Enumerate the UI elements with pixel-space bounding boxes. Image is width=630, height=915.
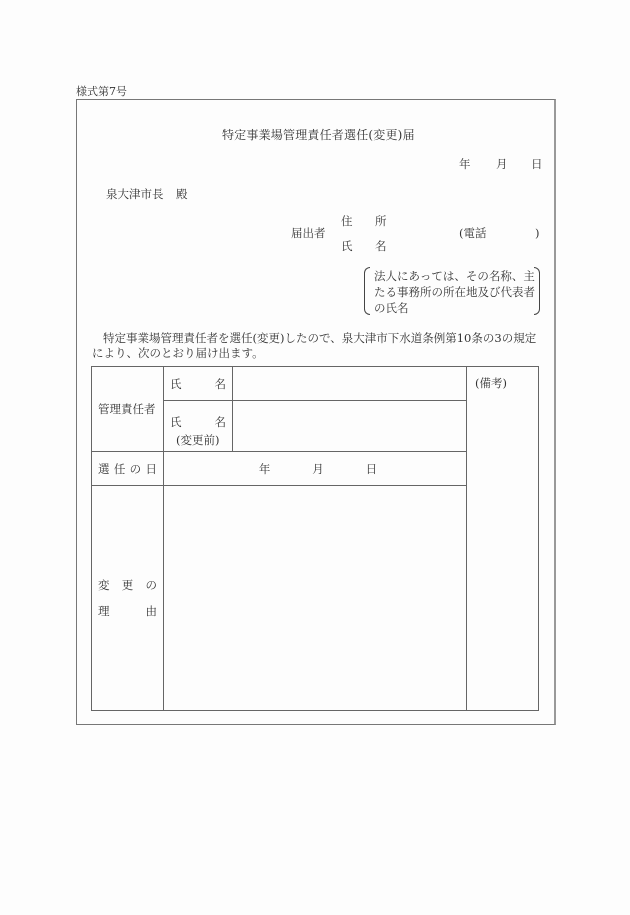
reason-label-char-1: 変	[98, 578, 110, 592]
reason-label-char-5: 由	[145, 604, 157, 618]
appoint-day-label: 日	[365, 461, 378, 476]
remarks-cell[interactable]	[467, 367, 539, 711]
reason-label-char-3: の	[145, 578, 157, 592]
manager-label-cell	[92, 367, 164, 452]
left-bracket	[364, 267, 370, 315]
appoint-month-label: 月	[312, 461, 324, 476]
corporation-note-text: 法人にあっては、その名称、主たる事務所の所在地及び代表者の氏名	[374, 269, 535, 315]
appoint-date-field[interactable]	[164, 452, 467, 486]
prev-name-sublabel: (変更前)	[176, 433, 220, 447]
reason-label-cell	[92, 486, 164, 711]
form-number: 様式第7号	[76, 85, 127, 98]
prev-name-label-cell	[164, 401, 233, 452]
addressee-honorific: 殿	[176, 187, 188, 201]
table-row-name	[92, 367, 539, 401]
addressee-name: 泉大津市長	[106, 187, 164, 201]
name-label-char-1: 氏	[170, 376, 182, 391]
appoint-label-char-1: 選	[98, 461, 110, 476]
manager-table	[91, 366, 539, 711]
name-label-2: 名	[375, 239, 387, 253]
phone-label: (電話	[459, 226, 487, 240]
address-label-1: 住	[341, 214, 353, 228]
body-paragraph: 特定事業場管理責任者を選任(変更)したので、泉大津市下水道条例第10条の3の規定により、次のとおり届け出ます。	[92, 331, 537, 360]
appoint-label-char-4: 日	[145, 461, 157, 476]
applicant-label: 届出者	[291, 226, 326, 240]
manager-label: 管理責任者	[98, 402, 156, 416]
appoint-date-label-cell	[92, 452, 164, 486]
appoint-year-label: 年	[258, 461, 271, 476]
appoint-label-char-2: 任	[113, 461, 126, 476]
right-bracket	[534, 267, 540, 315]
address-label-2: 所	[375, 214, 387, 228]
reason-field[interactable]	[164, 486, 467, 711]
date-day-label: 日	[531, 157, 543, 171]
phone-close: )	[535, 226, 540, 240]
prev-name-label-char-1: 氏	[170, 415, 182, 429]
reason-label-char-4: 理	[98, 604, 110, 618]
body-text	[92, 331, 544, 361]
reason-label-char-2: 更	[121, 578, 134, 592]
date-year-label: 年	[459, 157, 471, 171]
corporation-note	[364, 267, 540, 315]
name-label-cell	[164, 367, 233, 401]
remarks-label: (備考)	[475, 376, 507, 390]
prev-name-label-char-2: 名	[214, 415, 226, 429]
form-title: 特定事業場管理責任者選任(変更)届	[222, 128, 415, 142]
appoint-label-char-3: の	[129, 461, 142, 476]
name-label-1: 氏	[341, 239, 353, 253]
prev-name-field[interactable]	[233, 401, 467, 452]
date-month-label: 月	[496, 157, 508, 171]
name-label-char-2: 名	[214, 376, 226, 391]
name-field[interactable]	[233, 367, 467, 401]
